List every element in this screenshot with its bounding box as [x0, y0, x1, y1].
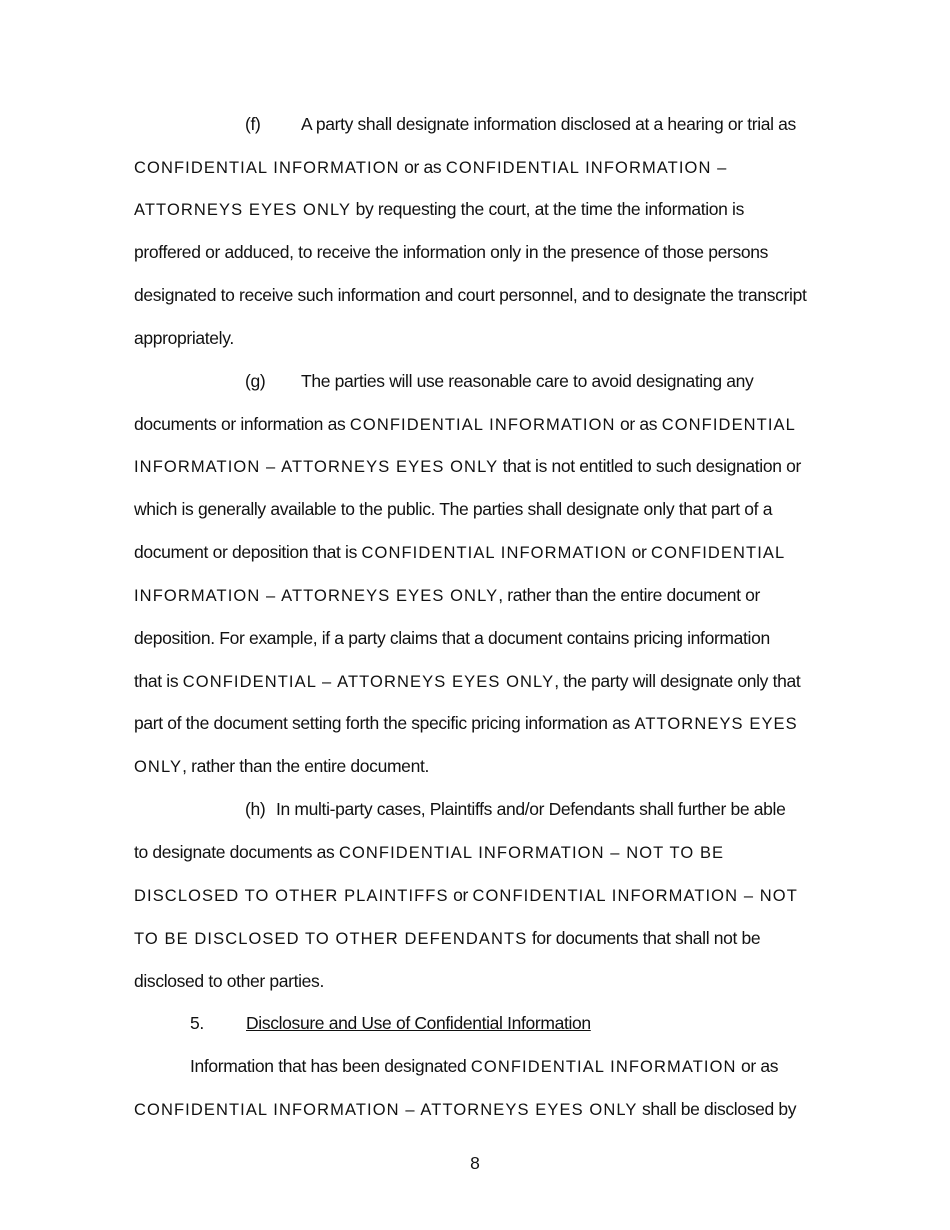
text-line: INFORMATION – ATTORNEYS EYES ONLY, rather than the entire document or — [134, 585, 760, 605]
section-heading: Disclosure and Use of Confidential Information — [246, 1013, 591, 1033]
text-line: CONFIDENTIAL INFORMATION or as CONFIDENTIAL INFORMATION – — [134, 157, 728, 177]
text-line: appropriately. — [134, 328, 234, 348]
text-line: deposition. For example, if a party claims that a document contains pricing information — [134, 628, 770, 648]
text-line: part of the document setting forth the specific pricing information as ATTORNEYS EYES — [134, 713, 798, 733]
page-number: 8 — [470, 1153, 480, 1173]
paragraph-label: (g) — [245, 371, 266, 391]
text-line: DISCLOSED TO OTHER PLAINTIFFS or CONFIDENTIAL INFORMATION – NOT — [134, 885, 798, 905]
text-line: proffered or adduced, to receive the information only in the presence of those persons — [134, 242, 769, 262]
text-line: to designate documents as CONFIDENTIAL INFORMATION – NOT TO BE — [134, 842, 725, 862]
text-line: TO BE DISCLOSED TO OTHER DEFENDANTS for documents that shall not be — [134, 928, 761, 948]
section-number: 5. — [190, 1013, 204, 1033]
text-line: ONLY, rather than the entire document. — [134, 756, 429, 776]
paragraph-label: (f) — [245, 114, 261, 134]
text-line: In multi-party cases, Plaintiffs and/or Defendants shall further be able — [276, 799, 786, 819]
text-line: which is generally available to the public. The parties shall designate only that part of a — [134, 499, 773, 519]
text-line: Information that has been designated CONFIDENTIAL INFORMATION or as — [190, 1056, 779, 1076]
text-line: INFORMATION – ATTORNEYS EYES ONLY that is not entitled to such designation or — [134, 456, 801, 476]
paragraph-label: (h) — [245, 799, 266, 819]
text-line: A party shall designate information disclosed at a hearing or trial as — [301, 114, 796, 134]
text-line: CONFIDENTIAL INFORMATION – ATTORNEYS EYES ONLY shall be disclosed by — [134, 1099, 797, 1119]
text-line: disclosed to other parties. — [134, 971, 324, 991]
text-line: documents or information as CONFIDENTIAL INFORMATION or as CONFIDENTIAL — [134, 414, 796, 434]
text-line: ATTORNEYS EYES ONLY by requesting the court, at the time the information is — [134, 199, 744, 219]
text-line: document or deposition that is CONFIDENTIAL INFORMATION or CONFIDENTIAL — [134, 542, 786, 562]
text-line: The parties will use reasonable care to avoid designating any — [301, 371, 754, 391]
text-line: that is CONFIDENTIAL – ATTORNEYS EYES ONLY, the party will designate only that — [134, 671, 801, 691]
text-line: designated to receive such information and court personnel, and to designate the transcript — [134, 285, 807, 305]
